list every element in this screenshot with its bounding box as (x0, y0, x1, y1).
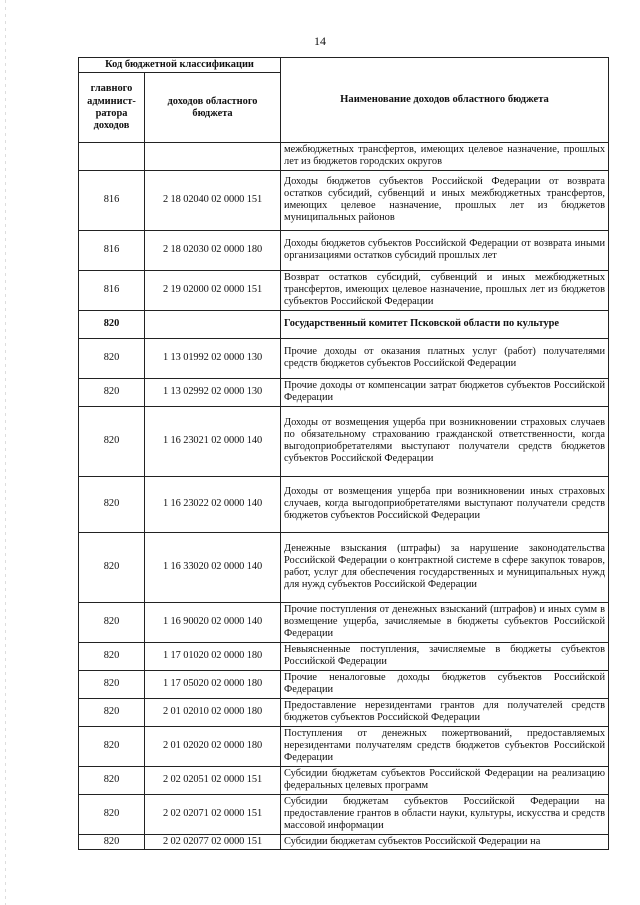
income-name: Прочие доходы от оказания платных услуг (работ) получателями средств бюджетов субъектов Российской Федерации (281, 338, 609, 378)
income-code (145, 310, 281, 338)
income-name: Прочие доходы от компенсации затрат бюджетов субъектов Российской Федерации (281, 378, 609, 406)
table-row (79, 532, 609, 602)
admin-code: 820 (79, 726, 145, 766)
admin-code: 816 (79, 170, 145, 230)
admin-code: 820 (79, 532, 145, 602)
admin-code: 816 (79, 230, 145, 270)
income-code: 1 17 05020 02 0000 180 (145, 670, 281, 698)
income-name: Предоставление нерезидентами грантов для получателей средств бюджетов субъектов Российской Федерации (281, 698, 609, 726)
income-code: 1 13 01992 02 0000 130 (145, 338, 281, 378)
admin-code: 820 (79, 670, 145, 698)
section-title: Государственный комитет Псковской области по культуре (281, 310, 609, 338)
admin-code: 820 (79, 378, 145, 406)
table-row (79, 476, 609, 532)
income-name: Невыясненные поступления, зачисляемые в бюджеты субъектов Российской Федерации (281, 642, 609, 670)
income-code: 2 01 02010 02 0000 180 (145, 698, 281, 726)
income-code: 1 13 02992 02 0000 130 (145, 378, 281, 406)
income-name: Доходы бюджетов субъектов Российской Федерации от возврата остатков субсидий, субвенций и иных межбюджетных трансфертов, имеющих целевое назначение, прошлых лет из бюджетов муниципальных районов (281, 170, 609, 230)
table-row (79, 378, 609, 406)
table-row (79, 766, 609, 794)
table-row (79, 670, 609, 698)
income-name: Возврат остатков субсидий, субвенций и иных межбюджетных трансфертов, имеющих целевое назначение, прошлых лет из бюджетов субъектов Российской Федерации (281, 270, 609, 310)
table-row (79, 170, 609, 230)
income-code: 2 18 02030 02 0000 180 (145, 230, 281, 270)
income-name: Субсидии бюджетам субъектов Российской Федерации на реализацию федеральных целевых программ (281, 766, 609, 794)
income-name: Поступления от денежных пожертвований, предоставляемых нерезидентами получателям средств бюджетов субъектов Российской Федерации (281, 726, 609, 766)
admin-code: 820 (79, 642, 145, 670)
income-code (145, 143, 281, 170)
table-row (79, 406, 609, 476)
table-row (79, 270, 609, 310)
admin-code: 820 (79, 698, 145, 726)
admin-code: 820 (79, 476, 145, 532)
income-code: 2 02 02051 02 0000 151 (145, 766, 281, 794)
table-row (79, 794, 609, 834)
header-chief-administrator: главного админист-ратора доходов (79, 73, 145, 143)
table-row (79, 642, 609, 670)
table-row-section (79, 310, 609, 338)
header-income-name: Наименование доходов областного бюджета (281, 58, 609, 143)
income-code: 2 19 02000 02 0000 151 (145, 270, 281, 310)
admin-code: 820 (79, 794, 145, 834)
income-name: межбюджетных трансфертов, имеющих целевое назначение, прошлых лет из бюджетов городских округов (281, 143, 609, 170)
income-code: 2 02 02071 02 0000 151 (145, 794, 281, 834)
income-code: 1 17 01020 02 0000 180 (145, 642, 281, 670)
admin-code: 820 (79, 310, 145, 338)
table-row (79, 834, 609, 849)
income-name: Доходы от возмещения ущерба при возникновении иных страховых случаев, когда выгодоприобретателями выступают получатели средств бюджетов субъектов Российской Федерации (281, 476, 609, 532)
admin-code (79, 143, 145, 170)
table-row (79, 230, 609, 270)
income-code: 1 16 23022 02 0000 140 (145, 476, 281, 532)
header-regional-income: доходов областного бюджета (145, 73, 281, 143)
income-code: 1 16 23021 02 0000 140 (145, 406, 281, 476)
admin-code: 816 (79, 270, 145, 310)
scan-edge (5, 0, 6, 905)
admin-code: 820 (79, 602, 145, 642)
admin-code: 820 (79, 338, 145, 378)
table-row (79, 602, 609, 642)
page-number: 14 (314, 34, 326, 48)
table-row (79, 698, 609, 726)
table-row (79, 143, 609, 170)
table-row (79, 726, 609, 766)
admin-code: 820 (79, 406, 145, 476)
header-classification-code: Код бюджетной классификации (79, 58, 281, 73)
income-code: 2 18 02040 02 0000 151 (145, 170, 281, 230)
income-name: Доходы бюджетов субъектов Российской Федерации от возврата иными организациями остатков субсидий прошлых лет (281, 230, 609, 270)
income-name: Денежные взыскания (штрафы) за нарушение законодательства Российской Федерации о контрактной системе в сфере закупок товаров, работ, услуг для обеспечения государственных и муниципальных нужд для нужд субъектов Российской Федерации (281, 532, 609, 602)
admin-code: 820 (79, 766, 145, 794)
income-code: 2 01 02020 02 0000 180 (145, 726, 281, 766)
income-name: Субсидии бюджетам субъектов Российской Федерации на (281, 834, 609, 849)
income-name: Доходы от возмещения ущерба при возникновении страховых случаев по обязательному страхованию гражданской ответственности, когда выгодоприобретателями выступают получатели средств бюджетов субъектов Российской Федерации (281, 406, 609, 476)
budget-classification-table (78, 57, 609, 850)
table-row (79, 338, 609, 378)
income-name: Субсидии бюджетам субъектов Российской Федерации на предоставление грантов в области науки, культуры, искусства и средств массовой информации (281, 794, 609, 834)
admin-code: 820 (79, 834, 145, 849)
income-code: 2 02 02077 02 0000 151 (145, 834, 281, 849)
income-code: 1 16 33020 02 0000 140 (145, 532, 281, 602)
income-name: Прочие неналоговые доходы бюджетов субъектов Российской Федерации (281, 670, 609, 698)
income-code: 1 16 90020 02 0000 140 (145, 602, 281, 642)
income-name: Прочие поступления от денежных взысканий (штрафов) и иных сумм в возмещение ущерба, зачисляемые в бюджеты субъектов Российской Федерации (281, 602, 609, 642)
